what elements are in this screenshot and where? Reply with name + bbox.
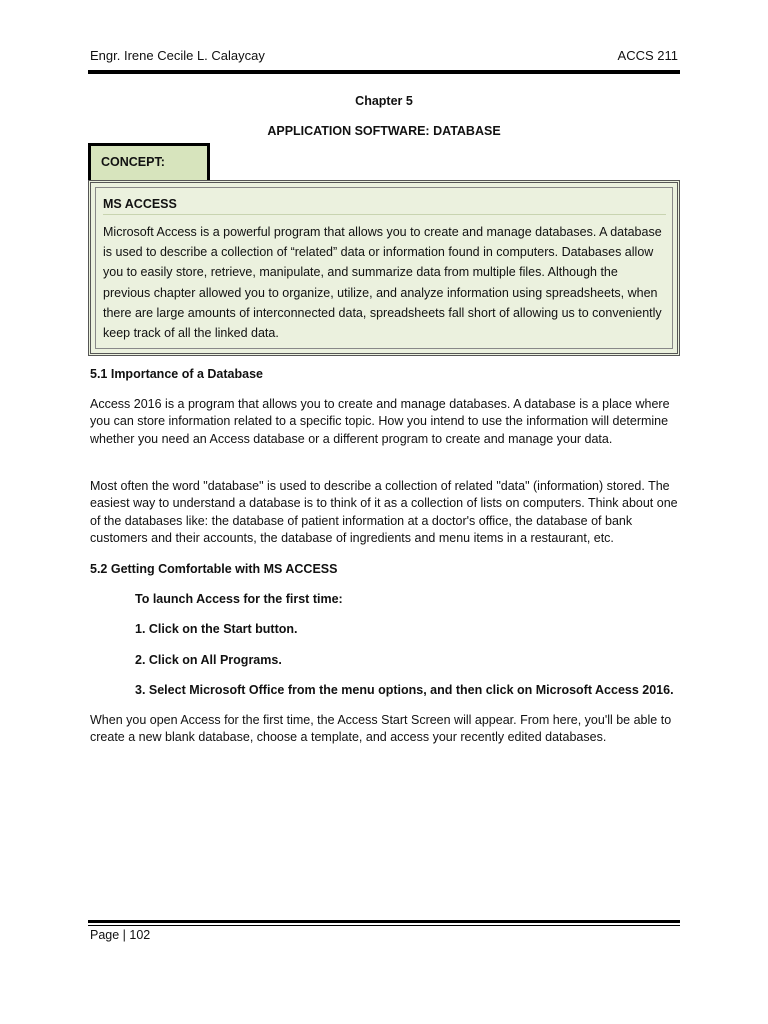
step-item: 2. Click on All Programs. [135, 653, 282, 667]
header-course: ACCS 211 [617, 48, 678, 63]
header-author: Engr. Irene Cecile L. Calaycay [90, 48, 265, 63]
concept-box-title: MS ACCESS [103, 194, 666, 215]
concept-box [88, 180, 680, 356]
section-1-paragraph-1: Access 2016 is a program that allows you to create and manage databases. A database is a place where you can store information related to a specific topic. How you intend to use the information will determine whether you need an Access database or a different program to create and manage your data. [90, 397, 670, 446]
header-rule [88, 70, 680, 74]
chapter-subject: APPLICATION SOFTWARE: DATABASE [267, 124, 501, 138]
concept-body: Microsoft Access is a powerful program that allows you to create and manage databases. A database is used to describe a collection of “related” data or information found in computers. Databases allow you to easily store, retrieve, manipulate, and summarize data from multiple files. Although the previous chapter allowed you to organize, utilize, and analyze information using spreadsheets, when there are large amounts of interconnected data, spreadsheets fall short of allowing us to conveniently keep track of all the linked data. [103, 225, 662, 341]
launch-intro: To launch Access for the first time: [135, 592, 343, 606]
step-item: 1. Click on the Start button. [135, 622, 298, 636]
section-1-paragraph-2: Most often the word "database" is used to describe a collection of related "data" (information) stored. The easiest way to understand a database is to think of it as a collection of lists on computers. Think about one of the databases like: the database of patient information at a doctor's office, the database of bank customers and their accounts, the database of ingredients and menu items in a restaurant, etc. [90, 479, 678, 545]
section-heading-getting-comfortable: 5.2 Getting Comfortable with MS ACCESS [90, 562, 338, 576]
section-heading-importance: 5.1 Importance of a Database [90, 367, 263, 381]
concept-inner-frame [95, 187, 673, 349]
page-number: Page | 102 [90, 928, 151, 942]
step-item: 3. Select Microsoft Office from the menu options, and then click on Microsoft Access 2016. [135, 683, 674, 697]
concept-tab-label: CONCEPT: [101, 155, 165, 169]
footer-rule-thin [88, 925, 680, 926]
footer-rule [88, 920, 680, 923]
section-2-closing: When you open Access for the first time, the Access Start Screen will appear. From here, you'll be able to create a new blank database, choose a template, and access your recently edited databases. [90, 713, 672, 745]
concept-tab [88, 143, 210, 183]
chapter-title: Chapter 5 [355, 94, 413, 108]
